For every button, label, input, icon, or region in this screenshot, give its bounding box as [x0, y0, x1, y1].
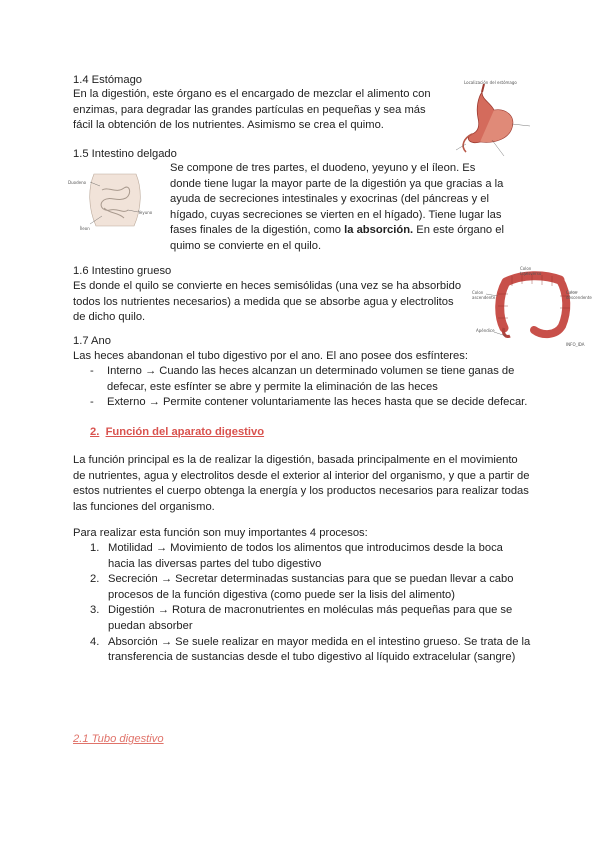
stomach-caption: Localización del estómago — [464, 80, 517, 85]
list-item: - Externo → Permite contener voluntariamente las heces hasta que se decide defecar. — [73, 395, 531, 411]
small-intestine-illustration — [68, 168, 166, 234]
ileon-label: Íleon — [80, 226, 90, 231]
section-1-6-text: Es donde el quilo se convierte en heces semisólidas (una vez se ha absorbido todos los nutrientes necesarios) a medida que se absorbe agua y electrolitos de dicho quilo. — [73, 280, 462, 324]
process-number: 2. — [90, 573, 100, 586]
section-2-paragraph-1: La función principal es la de realizar la digestión, basada principalmente en el movimiento de nutrientes, agua y electrolitos desde el exterior al interior del organismo, y que a partir de estos nutrientes el cuerpo obtenga la energía y los productos necesarios para realizar todas las funciones del organismo. — [73, 454, 530, 513]
section-1-7-text: Las heces abandonan el tubo digestivo por el ano. El ano posee dos esfínteres: — [73, 350, 468, 362]
list-item: - Interno → Cuando las heces alcanzan un determinado volumen se tiene ganas de defecar, este esfínter se abre y permite la eliminación de las heces — [73, 364, 531, 395]
process-text: Secreción → Secretar determinadas sustancias para que se puedan llevar a cabo procesos de la función digestiva (como puede ser la lisis del alimento) — [108, 573, 514, 601]
section-2-heading[interactable] — [90, 425, 264, 441]
figure-credit: INFO_IDA — [566, 342, 585, 347]
colon-ascendente-label: Colon ascendente — [472, 290, 496, 300]
section-1-7-heading: 1.7 Ano — [73, 335, 111, 347]
section-1-5-text-end: En este órgano el quimo se convierte en el quilo. — [170, 224, 504, 252]
section-2-title: Función del aparato digestivo — [105, 426, 265, 438]
tubo-digestivo-link[interactable]: 2.1 Tubo digestivo — [73, 733, 164, 745]
process-number: 3. — [90, 604, 100, 617]
section-1-5-bold: la absorción. — [344, 224, 414, 237]
large-intestine-figure — [472, 266, 592, 350]
process-list — [73, 541, 531, 666]
process-text: Motilidad → Movimiento de todos los alimentos que introducimos desde la boca hacia las diversas partes del tubo digestivo — [108, 542, 503, 570]
colon-descendente-label: Colon descendente — [566, 290, 592, 300]
process-item-absorcion — [73, 635, 531, 666]
apendice-label: Apéndice — [476, 328, 495, 333]
process-item-digestion — [73, 603, 531, 634]
process-text: Absorción → Se suele realizar en mayor medida en el intestino grueso. Se trata de la transferencia de sustancias desde el tubo digestivo al líquido extracelular (sangre) — [108, 635, 531, 664]
process-item-secrecion — [73, 572, 531, 603]
section-1-5-text-start: Se compone de tres partes, el duodeno, yeyuno y el íleon. Es donde tiene lugar la mayor parte de la digestión ya que gracias a la ayuda de secreciones intestinales y exocrinas (del páncreas y el hígado, cuyas secreciones se vierten en el hígado). Tiene lugar las fases finales de la digestión, como — [170, 162, 504, 237]
process-number: 1. — [90, 542, 100, 554]
section-1-5-heading: 1.5 Intestino delgado — [73, 148, 177, 160]
section-1-4-text: En la digestión, este órgano es el encargado de mezclar el alimento con enzimas, para degradar las grandes partículas en pequeñas y sea más fácil la obtención de los nutrientes. Asimismo se crea el quimo. — [73, 88, 431, 132]
section-1-6-heading: 1.6 Intestino grueso — [73, 265, 172, 277]
section-1-4-heading: 1.4 Estómago — [73, 74, 143, 86]
process-text: Digestión → Rotura de macronutrientes en moléculas más pequeñas para que se puedan absorber — [108, 604, 513, 632]
stomach-figure — [452, 80, 538, 162]
process-item-motilidad — [73, 541, 531, 572]
duodeno-label: Duodeno — [68, 180, 87, 185]
section-1-5-text — [170, 161, 505, 255]
colon-transverso-label: Colon transverso — [520, 266, 542, 276]
section-2-paragraph-2: Para realizar esta función son muy importantes 4 procesos: — [73, 527, 368, 539]
section-2-number: 2. — [90, 426, 100, 438]
small-intestine-figure — [68, 168, 166, 234]
yeyuno-label: Yeyuno — [138, 210, 153, 215]
large-intestine-illustration — [472, 266, 592, 350]
sphincter-list — [73, 364, 531, 411]
process-number: 4. — [90, 635, 100, 648]
stomach-illustration — [452, 80, 538, 162]
